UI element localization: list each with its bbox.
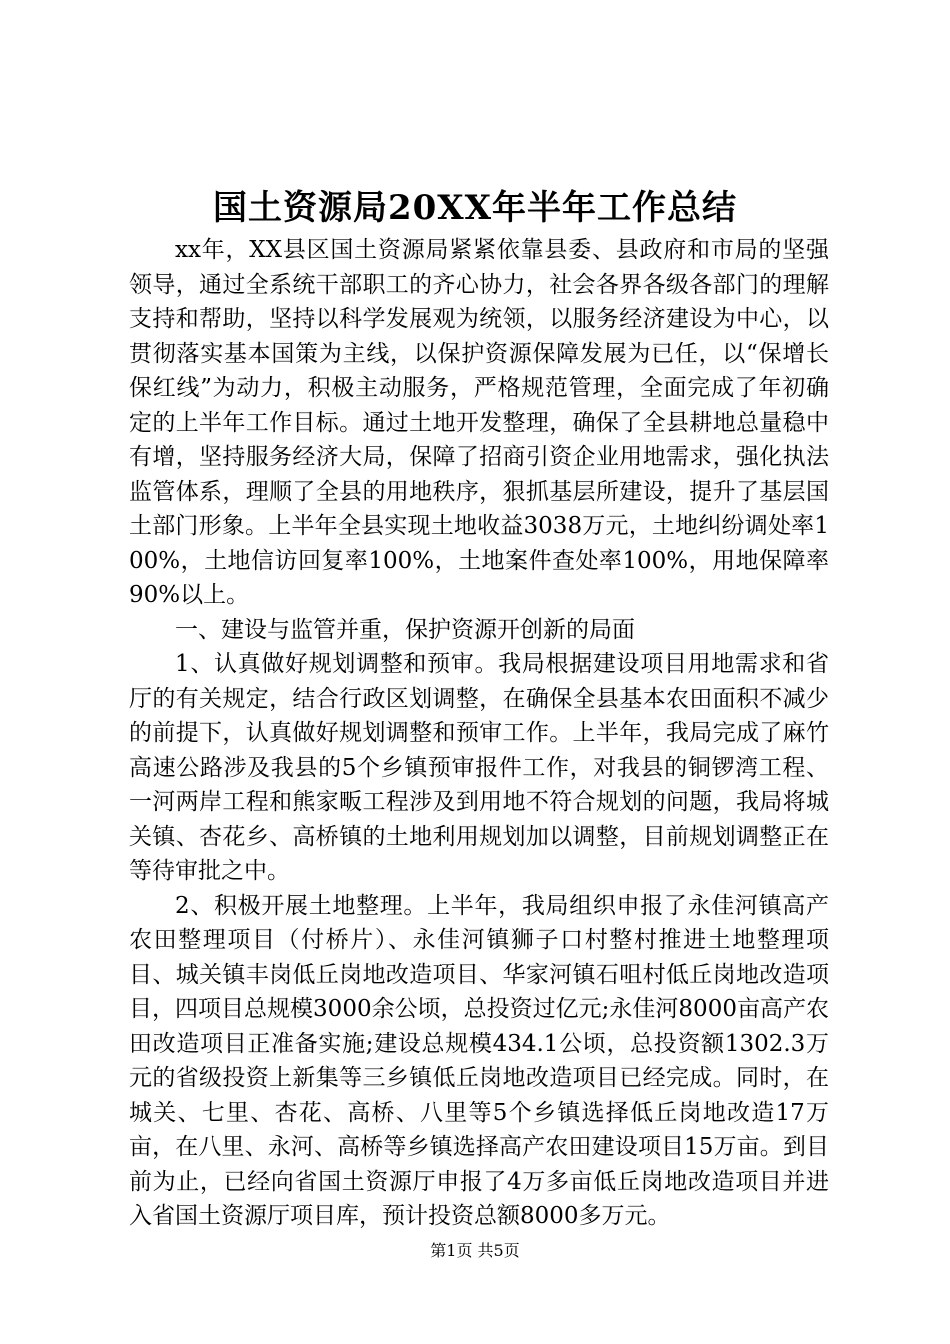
paragraph-planning: 1、认真做好规划调整和预审。我局根据建设项目用地需求和省厅的有关规定，结合行政区划调整，在确保全县基本农田面积不减少的前提下，认真做好规划调整和预审工作。上半年，我局完成了麻竹高速公路涉及我县的5个乡镇预审报件工作，对我县的铜锣湾工程、一河两岸工程和熊家畈工程涉及到用地不符合规划的问题，我局将城关镇、杏花乡、高桥镇的土地利用规划加以调整，目前规划调整正在等待审批之中。	[129, 651, 829, 884]
paragraph-land-consolidation: 2、积极开展土地整理。上半年，我局组织申报了永佳河镇高产农田整理项目（付桥片）、永佳河镇狮子口村整村推进土地整理项目、城关镇丰岗低丘岗地改造项目、华家河镇石咀村低丘岗地改造项目，四项目总规模3000余公顷，总投资过亿元;永佳河8000亩高产农田改造项目正准备实施;建设总规模434.1公顷，总投资额1302.3万元的省级投资上新集等三乡镇低丘岗地改造项目已经完成。同时，在城关、七里、杏花、高桥、八里等5个乡镇选择低丘岗地改造17万亩，在八里、永河、高桥等乡镇选择高产农田建设项目15万亩。到目前为止，已经向省国土资源厅申报了4万多亩低丘岗地改造项目并进入省国土资源厅项目库，预计投资总额8000多万元。	[129, 892, 829, 1229]
section-heading: 一、建设与监管并重，保护资源开创新的局面	[175, 616, 635, 643]
document-title: 国土资源局20XX年半年工作总结	[212, 188, 738, 228]
paragraph-intro: xx年，XX县区国土资源局紧紧依靠县委、县政府和市局的坚强领导，通过全系统干部职工的齐心协力，社会各界各级各部门的理解支持和帮助，坚持以科学发展观为统领，以服务经济建设为中心，以贯彻落实基本国策为主线，以保护资源保障发展为已任，以“保增长保红线”为动力，积极主动服务，严格规范管理，全面完成了年初确定的上半年工作目标。通过土地开发整理，确保了全县耕地总量稳中有增，坚持服务经济大局，保障了招商引资企业用地需求，强化执法监管体系，理顺了全县的用地秩序，狠抓基层所建设，提升了基层国土部门形象。上半年全县实现土地收益3038万元，土地纠纷调处率100%，土地信访回复率100%，土地案件查处率100%，用地保障率90%以上。	[129, 237, 829, 608]
document-body	[129, 233, 829, 1234]
page-footer: 第1页 共5页	[430, 1241, 520, 1260]
